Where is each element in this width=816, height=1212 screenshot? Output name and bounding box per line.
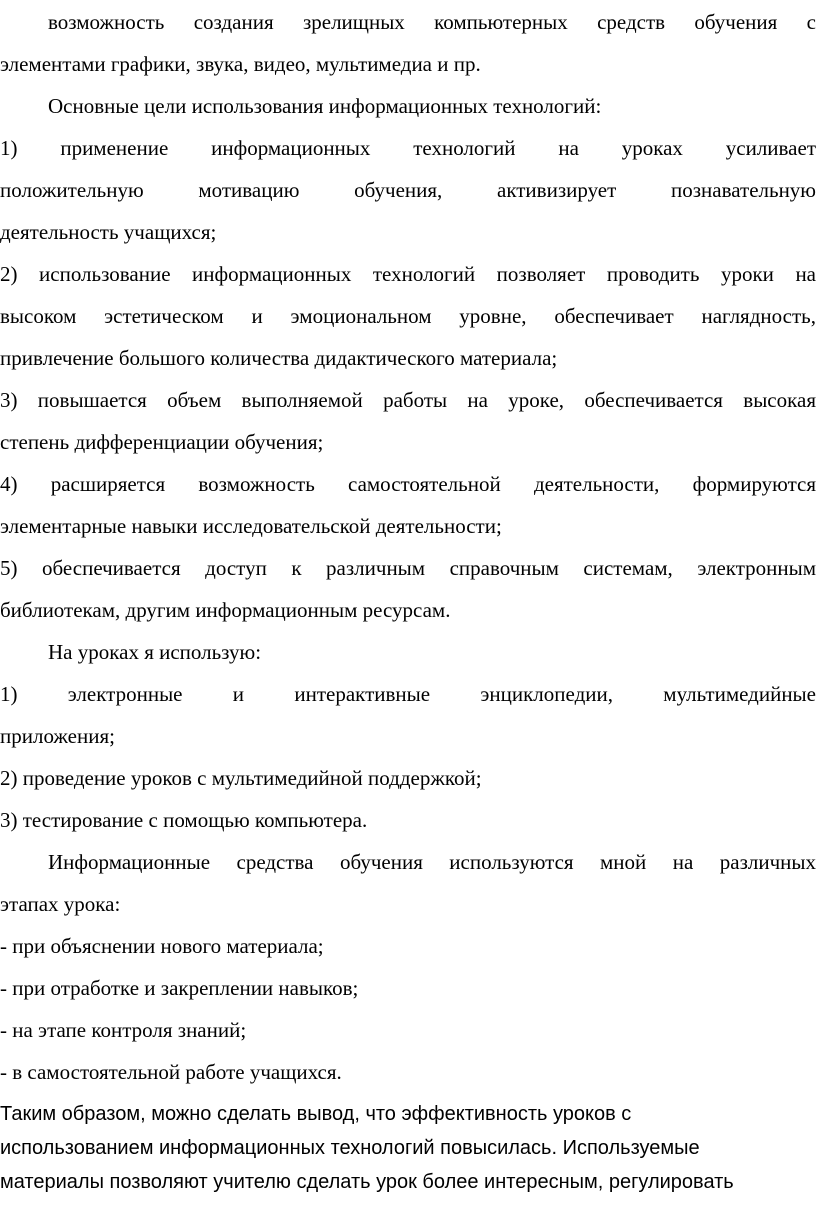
text-line: привлечение большого количества дидактического материала;	[0, 346, 558, 370]
text-line: положительную мотивацию обучения, активизирует познавательную	[0, 178, 816, 202]
text-line: высоком эстетическом и эмоциональном уровне, обеспечивает наглядность,	[0, 304, 816, 328]
text-line: библиотекам, другим информационным ресурсам.	[0, 598, 451, 622]
list-item-usage-2: 2) проведение уроков с мультимедийной поддержкой;	[0, 766, 482, 790]
usage-heading: На уроках я использую:	[48, 640, 262, 664]
list-item-stage-3: - на этапе контроля знаний;	[0, 1018, 247, 1042]
text-line: элементами графики, звука, видео, мультимедиа и пр.	[0, 52, 481, 76]
list-item-goal-2: 2) использование информационных технологий позволяет проводить уроки на	[0, 262, 816, 286]
list-item-goal-5: 5) обеспечивается доступ к различным справочным системам, электронным	[0, 556, 816, 580]
list-item-stage-1: - при объяснении нового материала;	[0, 934, 324, 958]
text-line: деятельность учащихся;	[0, 220, 217, 244]
list-item-stage-2: - при отработке и закреплении навыков;	[0, 976, 359, 1000]
list-item-usage-1: 1) электронные и интерактивные энциклопедии, мультимедийные	[0, 682, 816, 706]
conclusion-line: использованием информационных технологий повысилась. Используемые	[0, 1137, 700, 1159]
list-item-goal-4: 4) расширяется возможность самостоятельной деятельности, формируются	[0, 472, 816, 496]
list-item-goal-3: 3) повышается объем выполняемой работы на уроке, обеспечивается высокая	[0, 388, 816, 412]
text-line: приложения;	[0, 724, 115, 748]
text-line: элементарные навыки исследовательской деятельности;	[0, 514, 502, 538]
text-line: этапах урока:	[0, 892, 121, 916]
text-line-intro-continued: возможность создания зрелищных компьютерных средств обучения с	[48, 10, 816, 34]
list-item-goal-1: 1) применение информационных технологий на уроках усиливает	[0, 136, 816, 160]
text-line: степень дифференциации обучения;	[0, 430, 324, 454]
list-item-usage-3: 3) тестирование с помощью компьютера.	[0, 808, 368, 832]
conclusion-line: материалы позволяют учителю сделать урок более интересным, регулировать	[0, 1171, 734, 1193]
goals-heading: Основные цели использования информационных технологий:	[48, 94, 602, 118]
list-item-stage-4: - в самостоятельной работе учащихся.	[0, 1060, 342, 1084]
conclusion-line: Таким образом, можно сделать вывод, что эффективность уроков с	[0, 1103, 632, 1125]
stages-paragraph: Информационные средства обучения используются мной на различных	[48, 850, 816, 874]
